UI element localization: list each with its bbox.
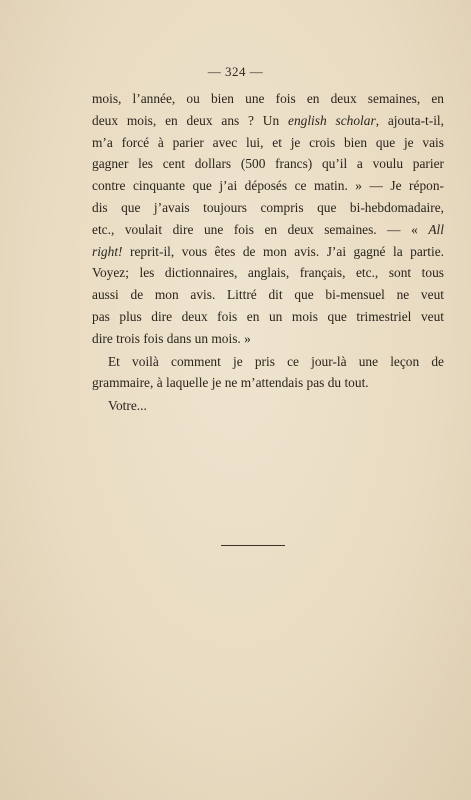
body-text [92, 88, 444, 417]
text-line-content: Voyez; les dictionnaires, anglais, français, etc., sont tous [92, 265, 444, 281]
text-line-content: , ajouta-t-il, [375, 112, 445, 128]
text-line [92, 241, 444, 263]
text-line-content: pas plus dire deux fois en un mois que trimestriel veut [92, 308, 444, 324]
closing-rule [221, 545, 285, 546]
text-line [92, 110, 444, 132]
text-line [92, 88, 444, 110]
text-line [92, 132, 444, 154]
text-line-content: dis que j’avais toujours compris que bi-hebdomadaire, [92, 199, 444, 215]
text-line [92, 351, 444, 373]
text-line-content: grammaire, à laquelle je ne m’attendais pas du tout. [92, 375, 369, 391]
text-line [92, 153, 444, 175]
text-line [92, 197, 444, 219]
text-line [92, 328, 444, 350]
text-line-content: dire trois fois dans un mois. » [92, 330, 251, 346]
text-line-content: Et voilà comment je pris ce jour-là une leçon de [108, 353, 444, 369]
text-line-content: reprit-il, vous êtes de mon avis. J’ai gagné la partie. [122, 243, 444, 259]
text-line [92, 219, 444, 241]
text-line-content: Votre... [108, 398, 147, 414]
text-line-content: m’a forcé à parier avec lui, et je crois bien que je vais [92, 134, 444, 150]
text-line-content: etc., voulait dire une fois en deux semaines. — « [92, 221, 429, 237]
text-line [92, 395, 444, 417]
text-line-content: deux mois, en deux ans ? Un [92, 112, 288, 128]
text-line-content: gagner les cent dollars (500 francs) qu’il a voulu parier [92, 156, 444, 172]
italic-phrase: All [428, 221, 444, 237]
text-line [92, 306, 444, 328]
page-number: — 324 — [207, 64, 264, 79]
text-line [92, 175, 444, 197]
text-line-content: aussi de mon avis. Littré dit que bi-mensuel ne veut [92, 287, 444, 303]
text-line-content: mois, l’année, ou bien une fois en deux semaines, en [92, 91, 444, 106]
text-line-content: contre cinquante que j’ai déposés ce matin. » — Je répon- [92, 178, 444, 194]
italic-phrase: english scholar [288, 112, 376, 128]
text-line [92, 284, 444, 306]
italic-phrase: right! [92, 243, 123, 259]
text-line [92, 262, 444, 284]
text-line [92, 372, 444, 394]
